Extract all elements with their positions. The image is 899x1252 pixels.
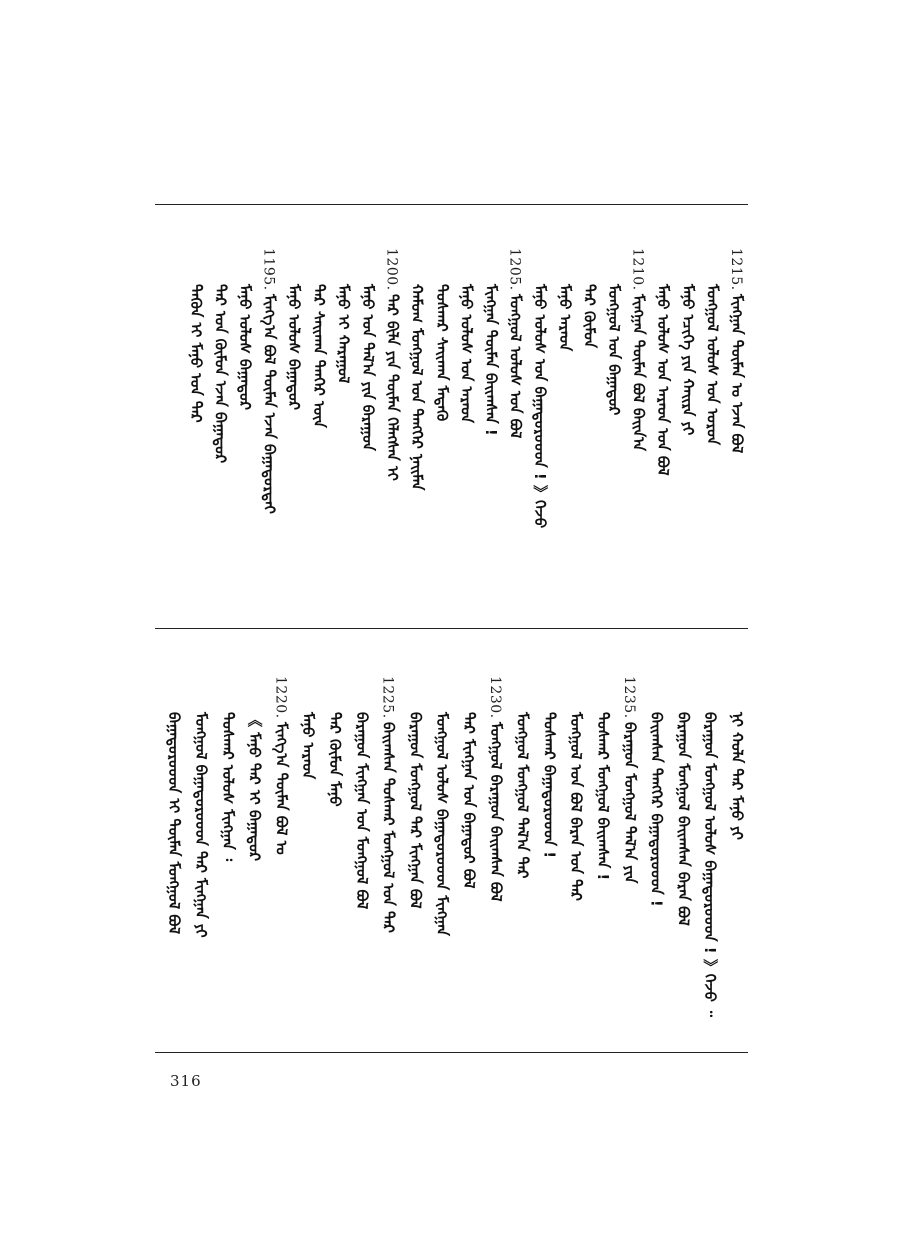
verse-line: ᠲᠡᠷ ᠪᠢᠯᠡ ᠶᠢᠨ ᠲᠦᠮᠡᠨ ᠬᠡᠯᠡᠭᠰᠡᠨ ᠢ bbox=[383, 294, 402, 481]
text-column bbox=[648, 664, 666, 1044]
verse-line: ᠲᠡᠭᠦᠨ ᠢ ᠮᠠᠨᠤ ᠤᠨ ᠲᠡᠷ bbox=[186, 284, 205, 423]
verse-line: ᠪᠠᠢᠭᠰᠠᠨ ᠲᠣᠰᠬᠠᠷ ᠮᠣᠩᠭᠣᠯ ᠤᠨ ᠲᠡᠷ bbox=[379, 722, 398, 933]
text-column bbox=[380, 664, 398, 1044]
verse-line: ᠪᠠᠷᠠᠭᠤᠨ ᠮᠢᠩᠭᠠᠨ ᠤᠨ ᠮᠣᠩᠭᠣᠯ ᠪᠣᠯ bbox=[352, 712, 371, 910]
middle-rule bbox=[155, 628, 748, 629]
text-column bbox=[487, 664, 505, 1044]
text-column bbox=[334, 236, 352, 621]
verse-line: ᠨᠢ ᠬᠣᠯᠠ ᠲᠡᠷ ᠮᠠᠨᠤ ᠶᠢ bbox=[728, 712, 746, 840]
text-column bbox=[219, 664, 237, 1044]
line-number: 1210. bbox=[629, 248, 646, 291]
text-column bbox=[482, 236, 500, 621]
verse-line: ᠮᠣᠩᠭᠣᠯ ᠤᠨ ᠪᠠᠭᠠᠲᠤᠷ bbox=[605, 284, 623, 416]
verse-line: ᠮᠠᠨᠤ ᠤᠯᠤᠰ ᠤᠨ ᠠᠷᠠᠳ bbox=[457, 284, 476, 424]
text-column bbox=[433, 236, 451, 621]
text-column bbox=[556, 236, 574, 621]
line-number: 1235. bbox=[620, 676, 637, 719]
verse-line: ᠪᠠᠭᠠᠲᠤᠷᠤᠤᠳ ᠢ ᠲᠦᠮᠡᠨ ᠮᠣᠩᠭᠣᠯ ᠪᠣᠯ bbox=[165, 712, 184, 935]
verse-line: ᠲᠡᠷ ᠰᠠᠢᠬᠠᠨ ᠲᠡᠨᠭᠡᠷ ᠦᠨ bbox=[309, 284, 328, 428]
text-column bbox=[580, 236, 598, 621]
verse-line: ᠪᠠᠷᠠᠭᠤᠨ ᠮᠣᠩᠭᠣᠯ ᠪᠠᠢᠭᠰᠠᠨ ᠪᠠᠷᠠᠨ ᠪᠣᠯ bbox=[674, 712, 693, 926]
verse-line: 《 ᠮᠠᠨᠤ ᠲᠡᠷ ᠢ ᠪᠠᠭᠠᠲᠤᠷ bbox=[245, 712, 264, 862]
verse-line: ᠲᠡᠷ ᠬᠦᠮᠦᠨ bbox=[580, 284, 599, 349]
page-number: 316 bbox=[170, 1072, 202, 1090]
lower-text-block bbox=[130, 664, 750, 1044]
line-number: 1200. bbox=[383, 248, 400, 291]
text-column bbox=[507, 236, 525, 621]
text-column bbox=[192, 664, 210, 1044]
text-column bbox=[457, 236, 475, 621]
text-column bbox=[384, 236, 402, 621]
text-column bbox=[359, 236, 377, 621]
verse-line: ᠮᠣᠩᠭᠣᠯ ᠤᠨ ᠪᠣᠯ ᠪᠠᠷᠠᠨ ᠤᠨ ᠲᠡᠷ bbox=[567, 712, 586, 901]
line-number: 1225. bbox=[379, 676, 396, 719]
text-column bbox=[433, 664, 451, 1044]
text-column bbox=[531, 236, 549, 621]
verse-line: ᠮᠠᠨᠤ ᠢ ᠬᠠᠷᠠᠭᠤᠯ bbox=[334, 284, 353, 384]
text-column bbox=[514, 664, 532, 1044]
line-number: 1215. bbox=[728, 248, 744, 291]
verse-line: ᠮᠠᠨᠤ ᠤᠯᠤᠰ ᠪᠠᠭᠠᠲᠤᠷ bbox=[236, 284, 254, 410]
text-column bbox=[630, 236, 648, 621]
top-rule bbox=[155, 204, 748, 205]
text-column bbox=[187, 236, 205, 621]
text-column bbox=[261, 236, 279, 621]
text-column bbox=[285, 236, 303, 621]
verse-line: ᠮᠣᠩᠭᠣᠯ ᠤᠯᠤᠰ ᠤᠨ ᠪᠣᠯ bbox=[506, 294, 525, 439]
verse-line: ᠮᠠᠨᠤ ᠠᠷᠠᠳ bbox=[555, 284, 574, 352]
verse-line: ᠪᠠᠷᠠᠭᠤᠨ ᠮᠣᠩᠭᠣᠯ ᠲᠡᠷ ᠮᠢᠩᠭᠠᠨ ᠪᠣᠯ bbox=[406, 712, 425, 909]
text-column bbox=[299, 664, 317, 1044]
text-column bbox=[326, 664, 344, 1044]
verse-line: ᠮᠢᠩᠭ᠎ᠠ ᠪᠣᠯ ᠲᠦᠮᠡᠨ ᠡᠵᠡᠨ ᠪᠠᠭᠠᠲᠤᠷᠲᠠᠢ bbox=[260, 294, 279, 514]
line-number: 1195. bbox=[260, 248, 277, 291]
text-column bbox=[540, 664, 558, 1044]
text-column bbox=[594, 664, 612, 1044]
verse-line: ᠲᠣᠰᠬᠠᠷ ᠪᠠᠭᠠᠲᠤᠷᠤᠤᠳ ! bbox=[540, 712, 559, 859]
bottom-rule bbox=[155, 1052, 748, 1053]
text-column bbox=[621, 664, 639, 1044]
text-column bbox=[272, 664, 290, 1044]
text-column bbox=[236, 236, 254, 621]
text-column bbox=[211, 236, 229, 621]
text-column bbox=[567, 664, 585, 1044]
text-column bbox=[654, 236, 672, 621]
verse-line: ᠮᠣᠩᠭᠣᠯ ᠪᠠᠷᠠᠭᠤᠨ ᠪᠠᠢᠭᠰᠠᠨ ᠪᠣᠯ bbox=[486, 722, 505, 902]
verse-line: ᠪᠠᠷᠠᠭᠤᠨ ᠮᠣᠩᠭᠣᠯ ᠤᠯᠤᠰ ᠪᠠᠭᠠᠲᠤᠷᠤᠤᠳ ! 》ᠭᠡᠵᠦ ᠃ bbox=[701, 712, 720, 1018]
line-number: 1220. bbox=[272, 676, 289, 719]
text-column bbox=[605, 236, 623, 621]
verse-line: ᠮᠠᠨᠤ ᠡᠴᠢᠭᠡ ᠶᠢᠨ ᠬᠠᠢᠷᠠ ᠶᠢ bbox=[678, 284, 697, 436]
text-column bbox=[246, 664, 264, 1044]
verse-line: ᠲᠣᠰᠬᠠᠷ ᠤᠯᠤᠰ ᠮᠢᠩᠭᠠᠨ ᠄ bbox=[218, 712, 237, 862]
line-number: 1205. bbox=[506, 248, 523, 291]
verse-line: ᠮᠣᠩᠭᠣᠯ ᠮᠣᠩᠭᠣᠯ ᠲᠠᠯ᠎ᠠ ᠲᠡᠷ bbox=[513, 712, 532, 879]
verse-line: ᠮᠢᠩᠭᠠᠨ ᠳᠦᠮᠡᠨ ᠪᠣᠯ ᠪᠠᠢᠨ᠎ᠠ bbox=[629, 294, 648, 452]
verse-line: ᠲᠡᠷ ᠮᠢᠩᠭᠠᠨ ᠤᠨ ᠪᠠᠭᠠᠲᠤᠷ ᠪᠣᠯ bbox=[460, 712, 478, 889]
text-column bbox=[703, 236, 721, 621]
verse-line: ᠮᠢᠩᠭᠠᠨ ᠳᠦᠮᠡᠨ ᠪᠠᠢᠭᠰᠠᠨ ! bbox=[482, 284, 500, 436]
upper-text-block bbox=[130, 236, 750, 621]
verse-line: ᠮᠠᠨᠤ ᠤᠯᠤᠰ ᠪᠠᠭᠠᠲᠤᠷ bbox=[285, 284, 304, 410]
verse-line: ᠮᠢᠩᠭᠠᠨ ᠲᠦᠮᠡᠨ ᠤ ᠡᠵᠡᠨ ᠪᠣᠯ bbox=[728, 294, 746, 454]
verse-line: ᠮᠠᠨᠤ ᠤᠨ ᠲᠠᠯ᠎ᠠ ᠶᠢᠨ ᠪᠠᠷᠠᠭᠤᠨ bbox=[359, 284, 377, 451]
verse-line: ᠬᠠᠮᠤᠭ ᠮᠣᠩᠭᠣᠯ ᠤᠨ ᠲᠡᠩᠭᠡᠷ ᠨᠠᠢᠮᠠᠨ bbox=[408, 284, 427, 491]
text-column bbox=[353, 664, 371, 1044]
verse-line: ᠮᠣᠩᠭᠣᠯ ᠤᠯᠤᠰ ᠪᠠᠭᠠᠲᠤᠷᠤᠤᠳ ᠮᠢᠩᠭᠠᠨ bbox=[433, 712, 452, 936]
verse-line: ᠮᠠᠨᠤ ᠤᠯᠤᠰ ᠤᠨ ᠠᠷᠠᠳ ᠤᠨ ᠪᠣᠯ bbox=[654, 284, 673, 476]
text-column bbox=[679, 236, 697, 621]
text-column bbox=[406, 664, 424, 1044]
text-column bbox=[408, 236, 426, 621]
verse-line: ᠲᠡᠷ ᠤᠨ ᠬᠦᠮᠦᠨ ᠡᠵᠡᠨ ᠪᠠᠭᠠᠲᠤᠷ bbox=[211, 284, 230, 464]
verse-line: ᠮᠣᠩᠭᠣᠯ ᠤᠯᠤᠰ ᠤᠨ ᠣᠷᠣᠨ bbox=[703, 284, 722, 445]
text-column bbox=[728, 236, 746, 621]
verse-line: ᠪᠠᠢᠭᠰᠠᠨ ᠲᠡᠩᠭᠡᠷ ᠪᠠᠭᠠᠲᠤᠷᠤᠤᠳ ! bbox=[647, 712, 666, 907]
line-number: 1230. bbox=[486, 676, 503, 719]
verse-line: ᠮᠣᠩᠭᠣᠯ ᠪᠠᠭᠠᠲᠤᠷᠤᠤᠳ ᠲᠡᠷ ᠮᠢᠩᠭᠠᠨ ᠶᠢ bbox=[192, 712, 210, 938]
verse-line: ᠮᠢᠩᠭ᠎ᠠ ᠲᠦᠮᠡᠨ ᠪᠣᠯ ᠣ bbox=[272, 722, 291, 855]
text-column bbox=[310, 236, 328, 621]
verse-line: ᠲᠡᠷ ᠬᠦᠮᠦᠨ ᠮᠠᠨᠤ bbox=[326, 712, 344, 807]
verse-line: ᠮᠠᠨᠤ ᠠᠷᠠᠳ bbox=[299, 712, 318, 780]
verse-line: ᠲᠤᠰᠬᠠᠷ ᠰᠠᠢᠬᠠᠨ ᠮᠡᠳᠡᠬᠦ bbox=[432, 284, 451, 422]
verse-line: ᠲᠣᠰᠬᠠᠷ ᠮᠣᠩᠭᠣᠯ ᠪᠠᠢᠭᠰᠠᠨ ! bbox=[594, 712, 612, 881]
text-column bbox=[165, 664, 183, 1044]
text-column bbox=[460, 664, 478, 1044]
text-column bbox=[674, 664, 692, 1044]
text-column bbox=[701, 664, 719, 1044]
text-column bbox=[728, 664, 746, 1044]
verse-line: ᠪᠠᠷᠠᠭᠤᠨ ᠮᠣᠩᠭᠣᠯ ᠲᠠᠯ᠎ᠠ ᠶᠢᠨ bbox=[620, 722, 639, 884]
verse-line: ᠮᠠᠨᠤ ᠤᠯᠤᠰ ᠤᠨ ᠪᠠᠭᠠᠲᠤᠷᠤᠤᠳ ! 》ᠭᠡᠵᠦ bbox=[531, 284, 550, 529]
